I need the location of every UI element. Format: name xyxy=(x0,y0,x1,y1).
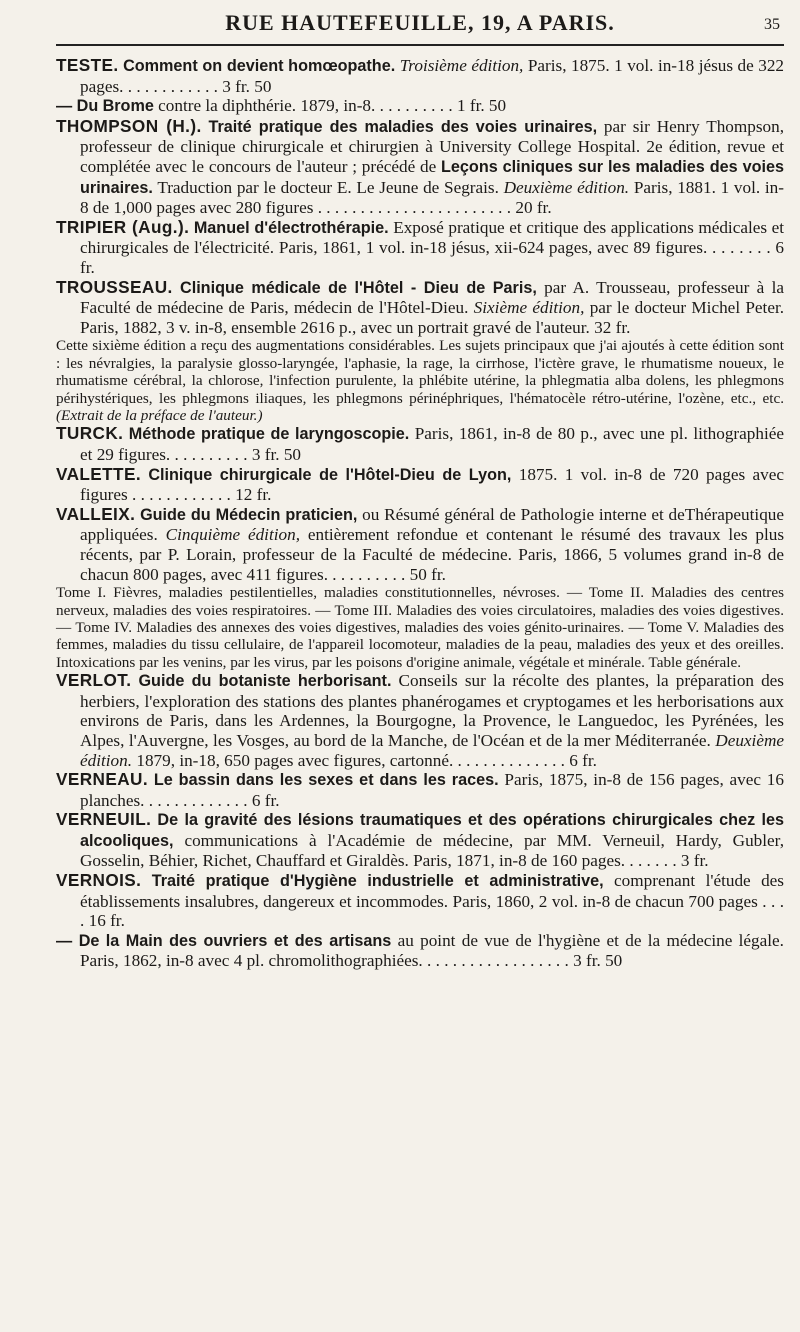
catalogue-entry xyxy=(56,871,784,931)
author-name: — De xyxy=(56,931,100,950)
work-title: Clinique chirurgicale de l'Hôtel-Dieu de Lyon, xyxy=(148,465,512,484)
author-name: TESTE. xyxy=(56,55,119,75)
catalogue-entry xyxy=(56,117,784,218)
edition: Deuxième édition. xyxy=(503,177,630,197)
author-name: VALETTE. xyxy=(56,463,141,484)
entry-details: ou Résumé général de Pathologie interne et deThérapeutique appliquées. xyxy=(80,504,785,545)
work-title: Le bassin dans les sexes et dans les races. xyxy=(153,771,499,790)
work-title: Brome xyxy=(102,97,154,116)
note-text: Tome I. Fièvres, maladies pestilentielles, maladies constitutionnelles, névroses. — Tome II. Maladies des centres nerveux, maladies des voies respiratoires. — Tome III. Maladies des voies circulatoires, maladies des voies digestives. — Tome IV. Maladies des annexes des voies digestives, maladies des voies génito-urinaires. — Tome V. Maladies des femmes, maladies du tissu cellulaire, de l'appareil locomoteur, maladies de la peau, maladies des yeux et des oreilles. Intoxications par les venins, par les virus, par les poisons d'origine animale, végétale et minérale. Table générale. xyxy=(56,584,784,671)
entry-details: par le docteur Michel Peter. Paris, 1882, 3 v. in-8, ensemble 2616 p., avec un portrait gravé de l'auteur. 32 fr. xyxy=(80,298,785,337)
header-rule xyxy=(56,44,784,46)
author-name: THOMPSON (H.). xyxy=(56,115,202,136)
entry-note xyxy=(56,337,784,424)
catalogue-entry xyxy=(56,810,784,871)
entry-details: par A. Trousseau, professeur à la Faculté de médecine de Paris, médecin de l'Hôtel-Dieu. xyxy=(80,277,785,318)
work-title: Traité pratique des maladies des voies urinaires, xyxy=(208,117,598,136)
entry-list xyxy=(56,56,784,971)
entry-details: Traduction par le docteur E. Le Jeune de Segrais. xyxy=(157,177,499,197)
entry-details: contre la diphthérie. 1879, in-8. . . . . . . . . . 1 fr. 50 xyxy=(158,96,507,116)
work-title: Guide du botaniste herborisant. xyxy=(138,672,392,691)
work-title: la Main des ouvriers et des artisans xyxy=(105,931,392,950)
catalogue-entry xyxy=(56,770,784,810)
work-title: Traité pratique d'Hygiène industrielle et administrative, xyxy=(151,872,604,891)
edition: Cinquième édition, xyxy=(165,525,300,545)
entry-details: comprenant l'étude des établissements insalubres, dangereux et incommodes. Paris, 1860, 2 vol. in-8 de chacun 700 pages . . . . 16 fr. xyxy=(80,871,784,931)
catalogue-entry xyxy=(56,278,784,338)
catalogue-entry xyxy=(56,931,784,971)
work-title: Guide du Médecin praticien, xyxy=(140,505,358,524)
work-title: Comment on devient homœopathe. xyxy=(123,57,396,75)
entry-note xyxy=(56,584,784,671)
work-subtitle: Leçons cliniques sur les maladies des voies urinaires. xyxy=(80,157,785,197)
author-name: TROUSSEAU. xyxy=(56,276,173,297)
catalogue-entry xyxy=(56,218,784,278)
entry-details: Paris, 1881. 1 vol. in-8 de 1,000 pages avec 280 figures . . . . . . . . . . . . . . . . . . . . . . . 20 fr. xyxy=(80,177,784,218)
catalogue-entry xyxy=(56,465,784,505)
author-name: VERNOIS. xyxy=(56,870,142,891)
author-name: — Du xyxy=(56,97,99,116)
work-title: De la gravité des lésions traumatiques et des opérations chirurgicales chez les alcooliques, xyxy=(80,811,785,850)
entry-details: au point de vue de l'hygiène et de la médecine légale. Paris, 1862, in-8 avec 4 pl. chromolithographiées. . . . . . . . . . . . . . . . . . 3 fr. 50 xyxy=(80,930,784,971)
author-name: VERNEUIL. xyxy=(56,809,152,830)
entry-details: 1879, in-18, 650 pages avec figures, cartonné. . . . . . . . . . . . . . 6 fr. xyxy=(136,750,597,770)
entry-details: par sir Henry Thompson, professeur de clinique chirurgicale et chirurgien à University College Hospital. 2e édition, revue et complétée avec le concours de l'auteur ; précédé de xyxy=(80,116,785,176)
entry-details: Exposé pratique et critique des applications médicales et chirurgicales de l'électricité. Paris, 1861, 1 vol. in-18 jésus, xii-624 pages, avec 89 figures. . . . . . . . 6 fr. xyxy=(80,217,785,277)
entry-details: Paris, 1875. 1 vol. in-18 jésus de 322 pages. . . . . . . . . . . . 3 fr. 50 xyxy=(80,56,785,96)
entry-details: Paris, 1875, in-8 de 156 pages, avec 16 planches. . . . . . . . . . . . . 6 fr. xyxy=(80,770,784,810)
catalogue-entry xyxy=(56,505,784,584)
edition: Sixième édition, xyxy=(473,298,585,318)
running-title: RUE HAUTEFEUILLE, 19, A PARIS. xyxy=(225,10,615,35)
note-source: (Extrait de la préface de l'auteur.) xyxy=(56,406,263,424)
author-name: VERLOT. xyxy=(56,670,132,691)
entry-details: Conseils sur la récolte des plantes, la préparation des herbiers, l'exploration des stations des plantes phanérogames et cryptogames et les herborisations aux environs de Paris, dans les Ardennes, la Bourgogne, la Provence, le Languedoc, les Pyrénées, les Alpes, l'Auvergne, les Vosges, au bord de la Manche, de l'Océan et de la mer Méditerranée. xyxy=(80,671,784,750)
work-title: Clinique médicale de l'Hôtel - Dieu de Paris, xyxy=(180,278,537,297)
edition: Deuxième édition. xyxy=(80,730,785,770)
entry-details: 1875. 1 vol. in-8 de 720 pages avec figures . . . . . . . . . . . . 12 fr. xyxy=(80,464,785,505)
entry-details: entièrement refondue et contenant le résumé des travaux les plus récents, par P. Lorain, professeur de la Faculté de médecine. Paris, 1866, 5 volumes grand in-8 de chacun 800 pages, avec 411 figures. . . . . . . . . . 50 fr. xyxy=(80,525,785,584)
work-title: Manuel d'électrothérapie. xyxy=(193,218,389,237)
author-name: VERNEAU. xyxy=(56,769,149,790)
author-name: TURCK. xyxy=(56,423,124,444)
catalogue-entry xyxy=(56,96,784,117)
work-title: Méthode pratique de laryngoscopie. xyxy=(128,425,410,444)
author-name: VALLEIX. xyxy=(56,503,136,524)
page-number: 35 xyxy=(764,16,780,33)
running-head xyxy=(56,10,784,40)
edition: Troisième édition, xyxy=(399,56,524,75)
author-name: TRIPIER (Aug.). xyxy=(56,216,190,237)
note-text: Cette sixième édition a reçu des augmentations considérables. Les sujets principaux que j'ai ajoutés à cette édition sont : les névralgies, la paralysie glosso-laryngée, l'aphasie, la rage, la cirrhose, l'ictère grave, le rhumatisme noueux, le rhumatisme cérébral, la chlorose, l'infection purulente, la phlébite utérine, la phlegmatia alba dolens, les phlegmons périhystériques, les phlegmons iliaques, les phlegmons périnéphriques, l'hématocèle rétro-utérine, l'ozène, etc., etc. xyxy=(56,337,784,407)
entry-details: Paris, 1861, in-8 de 80 p., avec une pl. lithographiée et 29 figures. . . . . . . . . . 3 fr. 50 xyxy=(80,424,785,464)
catalogue-entry xyxy=(56,56,784,96)
entry-details: communications à l'Académie de médecine, par MM. Verneuil, Hardy, Gubler, Gosselin, Béhier, Richet, Chauffard et Giraldès. Paris, 1871, in-8 de 160 pages. . . . . . . 3 fr. xyxy=(80,830,785,871)
catalogue-entry xyxy=(56,671,784,770)
catalogue-entry xyxy=(56,424,784,464)
